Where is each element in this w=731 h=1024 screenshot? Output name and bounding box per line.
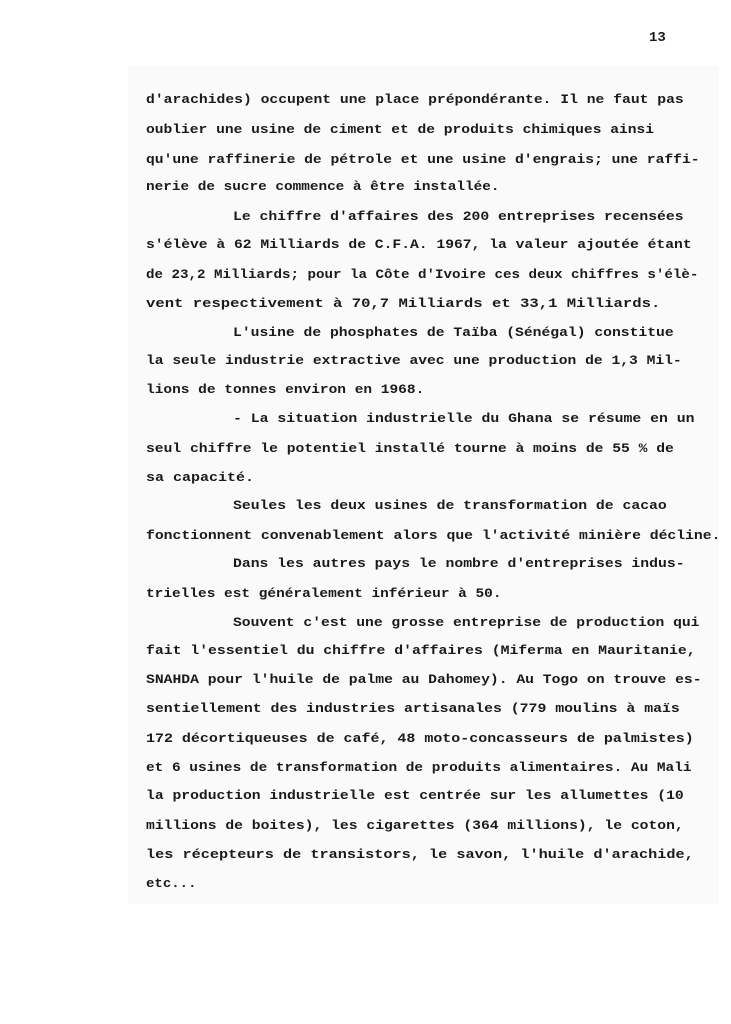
text-line: etc... bbox=[146, 876, 197, 891]
text-line: lions de tonnes environ en 1968. bbox=[146, 382, 425, 397]
text-line: fonctionnent convenablement alors que l'activité minière décline. bbox=[146, 528, 721, 543]
text-line: qu'une raffinerie de pétrole et une usine d'engrais; une raffi- bbox=[146, 152, 700, 167]
text-line: les récepteurs de transistors, le savon, l'huile d'arachide, bbox=[146, 847, 694, 862]
text-line: d'arachides) occupent une place prépondérante. Il ne faut pas bbox=[146, 92, 684, 107]
text-line: Souvent c'est une grosse entreprise de production qui bbox=[233, 615, 700, 630]
text-line: millions de boites), les cigarettes (364 millions), le coton, bbox=[146, 818, 684, 833]
text-line: 172 décortiqueuses de café, 48 moto-concasseurs de palmistes) bbox=[146, 731, 694, 746]
text-line: s'élève à 62 Milliards de C.F.A. 1967, la valeur ajoutée étant bbox=[146, 237, 692, 252]
text-line: SNAHDA pour l'huile de palme au Dahomey). Au Togo on trouve es- bbox=[146, 672, 702, 687]
text-line: trielles est généralement inférieur à 50. bbox=[146, 586, 502, 601]
text-line: et 6 usines de transformation de produits alimentaires. Au Mali bbox=[146, 760, 692, 775]
text-line: Seules les deux usines de transformation de cacao bbox=[233, 498, 667, 513]
text-line: la seule industrie extractive avec une production de 1,3 Mil- bbox=[146, 353, 682, 368]
text-line: oublier une usine de ciment et de produits chimiques ainsi bbox=[146, 122, 654, 137]
page-number: 13 bbox=[649, 30, 666, 46]
text-line: vent respectivement à 70,7 Milliards et 33,1 Milliards. bbox=[146, 296, 661, 311]
text-line: Le chiffre d'affaires des 200 entreprises recensées bbox=[233, 209, 684, 224]
text-line: fait l'essentiel du chiffre d'affaires (Miferma en Mauritanie, bbox=[146, 643, 696, 658]
text-line: L'usine de phosphates de Taïba (Sénégal) constitue bbox=[233, 325, 674, 340]
text-line: sa capacité. bbox=[146, 470, 254, 485]
text-line: nerie de sucre commence à être installée. bbox=[146, 179, 500, 194]
text-line: sentiellement des industries artisanales (779 moulins à maïs bbox=[146, 701, 680, 716]
text-line: seul chiffre le potentiel installé tourne à moins de 55 % de bbox=[146, 441, 674, 456]
text-line: Dans les autres pays le nombre d'entreprises indus- bbox=[233, 556, 685, 571]
text-line: la production industrielle est centrée sur les allumettes (10 bbox=[146, 788, 684, 803]
text-line: de 23,2 Milliards; pour la Côte d'Ivoire ces deux chiffres s'élè- bbox=[146, 267, 699, 282]
text-line: - La situation industrielle du Ghana se résume en un bbox=[233, 411, 695, 426]
